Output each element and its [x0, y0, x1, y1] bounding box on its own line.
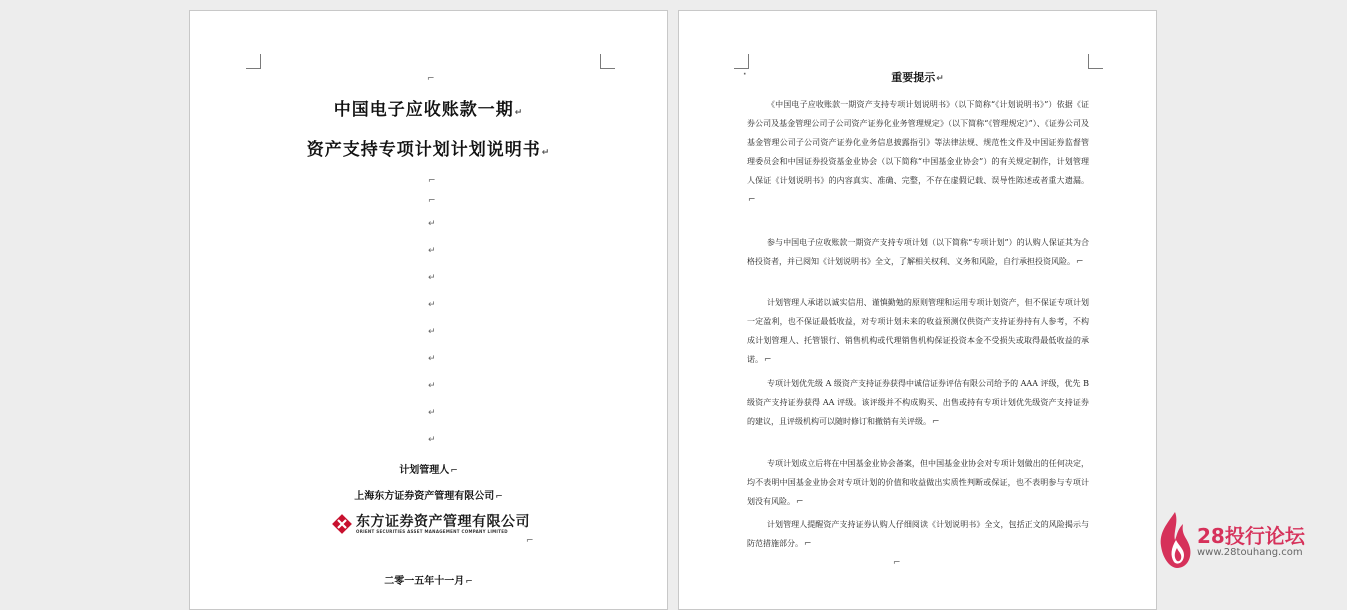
notice-paragraph-4-text: 专项计划优先级 A 级资产支持证券获得中诚信证券评估有限公司给予的 AAA 评级，优先 B 级资产支持证券获得 AA 评级。该评级并不构成购买、出售或持有专项计划优先级资产支持证券的建议，且评级机构可以随时修订和撤销有关评级。	[747, 379, 1089, 426]
notice-paragraph-6	[747, 515, 1089, 554]
document-page-cover[interactable]	[189, 10, 668, 610]
notice-paragraph-1-text: 《中国电子应收账款一期资产支持专项计划说明书》（以下简称“《计划说明书》”）依据《证券公司及基金管理公司子公司资产证券化业务管理规定》（以下简称“《管理规定》”）、《证券公司及基金管理公司子公司资产证券化业务信息披露指引》等法律法规、规范性文件及中国证券监督管理委员会和中国证券投资基金业协会（以下简称“中国基金业协会”）的有关规定制作，计划管理人保证《计划说明书》的内容真实、准确、完整，不存在虚假记载、误导性陈述或者重大遗漏。	[747, 100, 1089, 185]
paragraph-mark: ↵	[428, 300, 436, 310]
paragraph-mark: ⌐	[748, 195, 756, 205]
manager-name	[190, 487, 667, 502]
paragraph-mark: ⌐	[428, 196, 436, 206]
list-bullet-mark: ·	[743, 70, 747, 80]
manager-name-text: 上海东方证券资产管理有限公司	[354, 491, 495, 502]
watermark-url: www.28touhang.com	[1197, 547, 1303, 558]
paragraph-mark: ↵	[936, 74, 944, 84]
cover-date-text: 二零一五年十一月	[384, 576, 465, 587]
cover-title-line2-text: 资产支持专项计划计划说明书	[306, 140, 541, 160]
notice-paragraph-2	[747, 233, 1089, 272]
paragraph-mark: ↵	[428, 273, 436, 283]
paragraph-mark: ⌐	[893, 558, 901, 568]
notice-paragraph-5	[747, 454, 1089, 512]
paragraph-mark: ⌐	[465, 577, 473, 587]
orient-logo-icon	[332, 514, 352, 534]
manager-label	[190, 461, 667, 476]
notice-paragraph-4	[747, 374, 1089, 432]
crop-mark-top-left	[246, 54, 261, 69]
paragraph-mark: ⌐	[495, 492, 503, 502]
paragraph-mark: ⌐	[526, 536, 534, 546]
paragraph-mark: ↵	[428, 435, 436, 445]
paragraph-mark: ⌐	[796, 497, 804, 507]
site-watermark	[1157, 510, 1347, 578]
notice-title-text: 重要提示	[891, 71, 936, 84]
cover-date	[190, 572, 667, 587]
paragraph-mark: ⌐	[428, 176, 436, 186]
notice-paragraph-2-text: 参与中国电子应收账款一期资产支持专项计划（以下简称“专项计划”）的认购人保证其为合格投资者，并已阅知《计划说明书》全文，了解相关权利、义务和风险，自行承担投资风险。	[747, 238, 1089, 266]
paragraph-mark: ↵	[428, 354, 436, 364]
paragraph-mark: ↵	[514, 108, 524, 118]
flame-logo-icon	[1157, 510, 1193, 570]
document-page-notice[interactable]	[678, 10, 1157, 610]
notice-paragraph-6-text: 计划管理人提醒资产支持证券认购人仔细阅读《计划说明书》全文，包括正文的风险揭示与防范措施部分。	[747, 520, 1089, 548]
cover-title-line1	[190, 95, 667, 120]
cover-title-line2	[190, 135, 667, 160]
paragraph-mark: ↵	[541, 148, 551, 158]
paragraph-mark: ⌐	[450, 466, 458, 476]
company-logo	[332, 513, 532, 537]
cover-title-line1-text: 中国电子应收账款一期	[333, 100, 514, 120]
paragraph-mark: ⌐	[764, 355, 772, 365]
notice-paragraph-1	[747, 95, 1089, 210]
crop-mark-top-left	[734, 54, 749, 69]
paragraph-mark: ↵	[428, 408, 436, 418]
paragraph-mark: ↵	[428, 381, 436, 391]
paragraph-mark: ⌐	[427, 74, 435, 84]
paragraph-mark: ⌐	[932, 417, 940, 427]
logo-chinese-text: 东方证券资产管理有限公司	[356, 514, 530, 530]
paragraph-mark: ↵	[428, 219, 436, 229]
crop-mark-top-right	[1088, 54, 1103, 69]
paragraph-mark: ↵	[428, 246, 436, 256]
notice-paragraph-3	[747, 293, 1089, 370]
paragraph-mark: ⌐	[804, 539, 812, 549]
watermark-name: 28投行论坛	[1197, 524, 1305, 548]
crop-mark-top-right	[600, 54, 615, 69]
paragraph-mark: ⌐	[1076, 257, 1084, 267]
notice-title	[679, 69, 1156, 85]
manager-label-text: 计划管理人	[399, 465, 450, 476]
notice-paragraph-3-text: 计划管理人承诺以诚实信用、谨慎勤勉的原则管理和运用专项计划资产，但不保证专项计划一定盈利，也不保证最低收益，对专项计划未来的收益预测仅供资产支持证券持有人参考，不构成计划管理人、托管银行、销售机构或代理销售机构保证投资本金不受损失或取得最低收益的承诺。	[747, 298, 1089, 364]
paragraph-mark: ↵	[428, 327, 436, 337]
notice-paragraph-5-text: 专项计划成立后将在中国基金业协会备案，但中国基金业协会对专项计划做出的任何决定，均不表明中国基金业协会对专项计划的价值和收益做出实质性判断或保证，也不表明参与专项计划没有风险。	[747, 459, 1089, 506]
logo-english-text: ORIENT SECURITIES ASSET MANAGEMENT COMPANY LIMITED	[356, 529, 508, 534]
